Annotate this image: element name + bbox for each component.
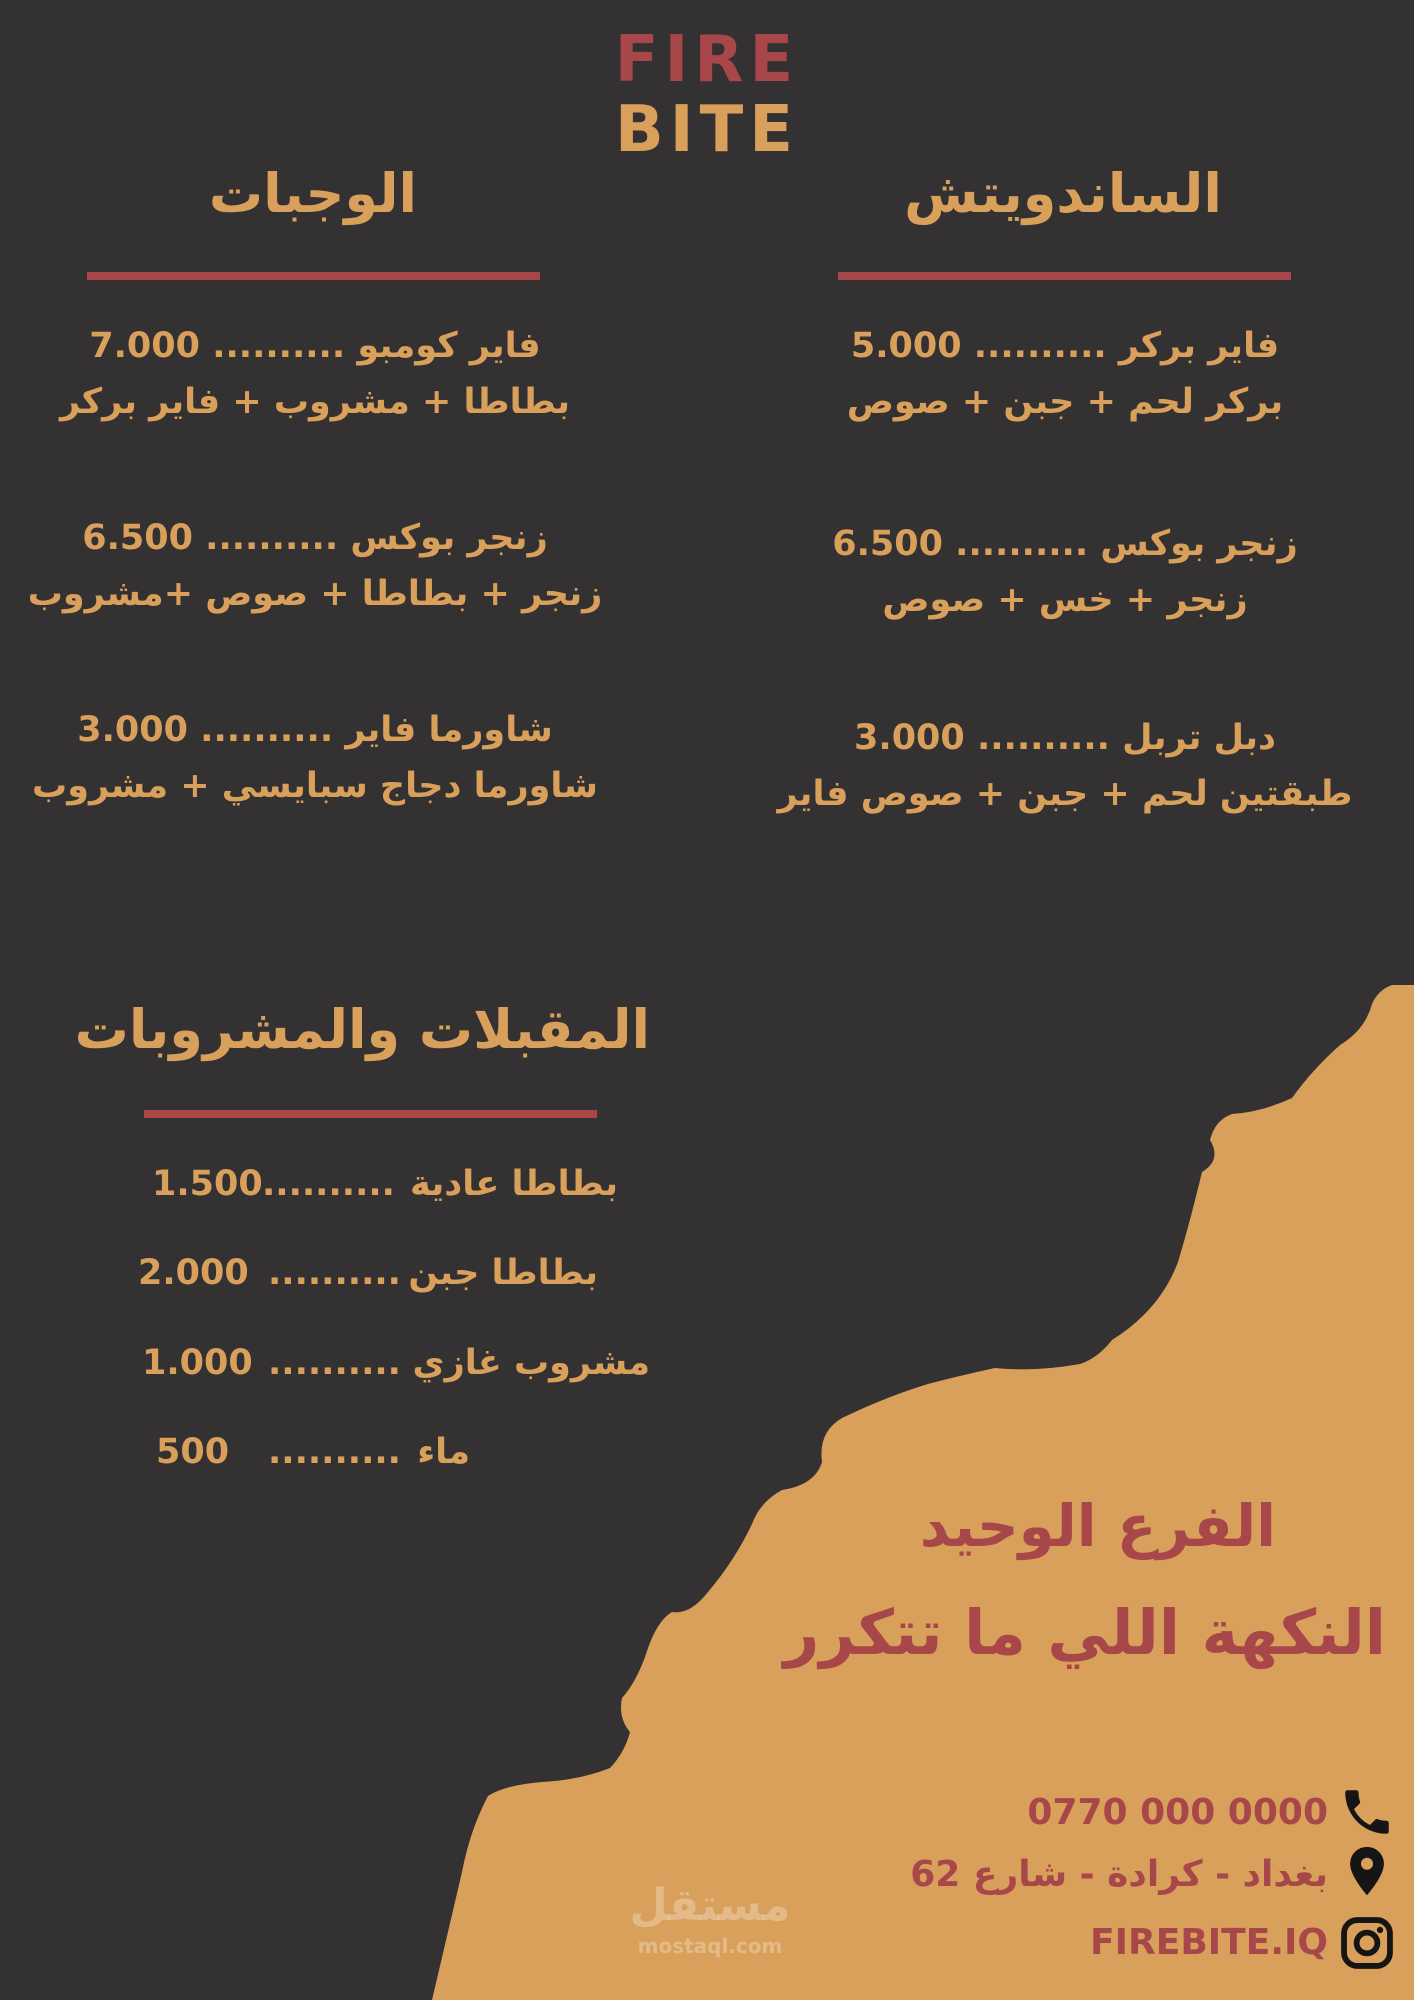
meal-item [0, 318, 630, 430]
item-dots: .......... [955, 524, 1089, 564]
sandwiches-divider [838, 272, 1291, 280]
sandwich-item [740, 318, 1390, 430]
item-name: دبل تربل [1122, 718, 1276, 758]
side-item [0, 1156, 700, 1212]
tagline-line2: النكهة اللي ما تتكرر [783, 1596, 1386, 1669]
item-price: 6.500 [832, 524, 943, 564]
item-name: شاورما فاير [345, 710, 553, 750]
phone-number: 0770 000 0000 [1027, 1792, 1328, 1833]
item-description: زنجر + خس + صوص [882, 580, 1248, 620]
item-price: 500 [156, 1432, 230, 1472]
sides-divider [144, 1110, 597, 1118]
item-description: زنجر + بطاطا + صوص +مشروب [27, 574, 603, 614]
item-dots: .......... [268, 1253, 401, 1293]
item-dots: .......... [268, 1432, 401, 1472]
item-price: 3.000 [854, 718, 965, 758]
item-name: بطاطا جبن [408, 1253, 598, 1293]
meals-divider [87, 272, 540, 280]
sandwiches-heading: الساندويتش [904, 162, 1222, 225]
item-dots: .......... [268, 1343, 401, 1383]
item-price: 1.000 [142, 1343, 253, 1383]
watermark-latin: mostaql.com [637, 1934, 783, 1958]
sandwich-item [740, 710, 1390, 822]
item-name: مشروب غازي [412, 1343, 650, 1383]
item-price: 5.000 [850, 326, 962, 366]
item-description: بركر لحم + جبن + صوص [846, 382, 1284, 422]
item-name: بطاطا عادية [409, 1164, 618, 1204]
item-dots: .......... [976, 718, 1110, 758]
logo-fire-text: FIRE [614, 23, 800, 97]
watermark-arabic: مستقل [629, 1880, 791, 1931]
tagline-line1: الفرع الوحيد [919, 1492, 1276, 1560]
location-pin-icon [1338, 1842, 1396, 1900]
side-item [0, 1335, 700, 1391]
item-name: زنجر بوكس [1100, 524, 1298, 564]
item-price: 2.000 [138, 1253, 249, 1293]
item-dots: .......... [212, 326, 346, 366]
side-item [0, 1245, 700, 1301]
logo-bite-text: BITE [615, 93, 799, 167]
item-description: طبقتين لحم + جبن + صوص فاير [777, 774, 1353, 814]
meal-item [0, 510, 630, 622]
item-price: 7.000 [89, 326, 200, 366]
item-dots: .......... [205, 518, 339, 558]
item-name: فاير كومبو [357, 326, 541, 366]
item-price: 1.500 [152, 1164, 263, 1204]
phone-icon [1338, 1783, 1396, 1841]
meal-item [0, 702, 630, 814]
item-dots: .......... [262, 1164, 395, 1204]
address: بغداد - كرادة - شارع 62 [910, 1854, 1328, 1895]
item-description: شاورما دجاج سبايسي + مشروب [32, 766, 598, 806]
instagram-handle[interactable]: FIREBITE.IQ [1090, 1922, 1328, 1963]
item-name: فاير بركر [1118, 326, 1280, 366]
sandwich-item [740, 516, 1390, 628]
item-price: 3.000 [77, 710, 188, 750]
item-dots: .......... [973, 326, 1107, 366]
item-price: 6.500 [82, 518, 193, 558]
item-name: زنجر بوكس [350, 518, 548, 558]
item-dots: .......... [200, 710, 334, 750]
sides-heading: المقبلات والمشروبات [74, 998, 650, 1061]
item-name: ماء [417, 1432, 470, 1472]
side-item [0, 1424, 700, 1480]
instagram-icon [1338, 1914, 1396, 1972]
item-description: بطاطا + مشروب + فاير بركر [59, 382, 571, 422]
meals-heading: الوجبات [208, 162, 418, 225]
